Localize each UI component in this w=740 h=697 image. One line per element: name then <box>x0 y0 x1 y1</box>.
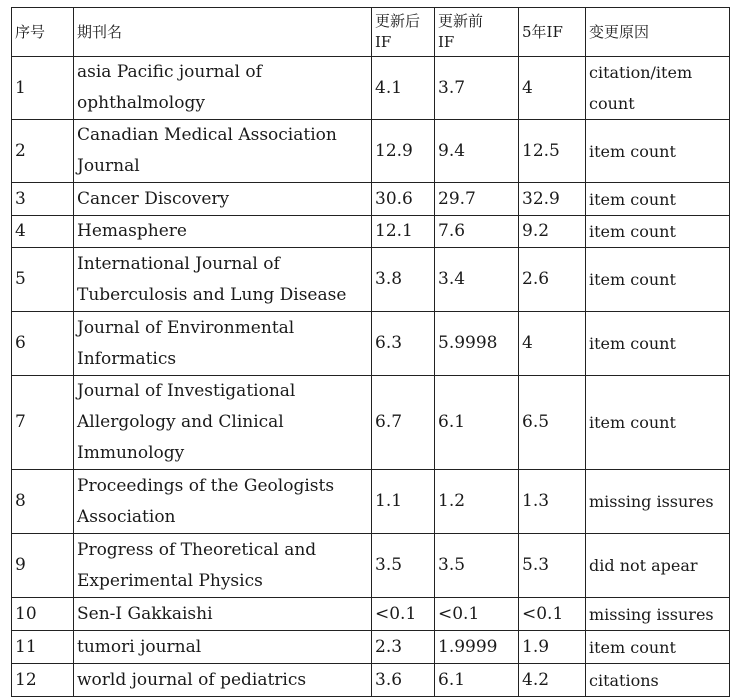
cell-five-year-if: 1.3 <box>519 470 586 534</box>
cell-journal: Journal of Investigational Allergology and Clinical Immunology <box>74 376 372 470</box>
header-if-after <box>372 8 435 57</box>
cell-no: 8 <box>12 470 74 534</box>
cell-journal: Progress of Theoretical and Experimental Physics <box>74 534 372 598</box>
cell-journal: Proceedings of the Geologists Association <box>74 470 372 534</box>
cell-reason: missing issures <box>586 470 730 534</box>
cell-if-before: <0.1 <box>435 598 519 631</box>
table-row <box>12 248 730 312</box>
cell-five-year-if: <0.1 <box>519 598 586 631</box>
cell-reason: missing issures <box>586 598 730 631</box>
cell-journal: asia Pacific journal of ophthalmology <box>74 57 372 120</box>
header-no: 序号 <box>12 8 74 57</box>
cell-no: 2 <box>12 120 74 183</box>
cell-if-after: 3.5 <box>372 534 435 598</box>
cell-five-year-if: 2.6 <box>519 248 586 312</box>
cell-if-before: 3.4 <box>435 248 519 312</box>
cell-no: 7 <box>12 376 74 470</box>
cell-five-year-if: 4.2 <box>519 664 586 697</box>
cell-if-after: 6.7 <box>372 376 435 470</box>
header-journal: 期刊名 <box>74 8 372 57</box>
cell-journal: International Journal of Tuberculosis and Lung Disease <box>74 248 372 312</box>
header-if-after-line2: IF <box>375 33 392 51</box>
table-row <box>12 57 730 120</box>
journal-if-table-container <box>11 7 730 697</box>
cell-journal: world journal of pediatrics <box>74 664 372 697</box>
cell-if-before: 7.6 <box>435 216 519 248</box>
header-if-after-line1: 更新后 <box>375 12 421 30</box>
table-row <box>12 120 730 183</box>
cell-if-after: 1.1 <box>372 470 435 534</box>
cell-journal: Canadian Medical Association Journal <box>74 120 372 183</box>
cell-five-year-if: 6.5 <box>519 376 586 470</box>
cell-if-after: 12.1 <box>372 216 435 248</box>
cell-five-year-if: 5.3 <box>519 534 586 598</box>
header-five-year-if: 5年IF <box>519 8 586 57</box>
table-row <box>12 470 730 534</box>
header-reason: 变更原因 <box>586 8 730 57</box>
cell-no: 10 <box>12 598 74 631</box>
cell-reason: item count <box>586 631 730 664</box>
table-row <box>12 312 730 376</box>
cell-journal: Cancer Discovery <box>74 183 372 216</box>
cell-if-before: 1.2 <box>435 470 519 534</box>
cell-if-after: 30.6 <box>372 183 435 216</box>
cell-reason: citations <box>586 664 730 697</box>
cell-five-year-if: 32.9 <box>519 183 586 216</box>
cell-reason: did not apear <box>586 534 730 598</box>
table-row <box>12 534 730 598</box>
cell-if-before: 3.7 <box>435 57 519 120</box>
header-if-before-line1: 更新前 <box>438 12 484 30</box>
header-row <box>12 8 730 57</box>
cell-reason: item count <box>586 376 730 470</box>
cell-no: 4 <box>12 216 74 248</box>
cell-if-after: 3.8 <box>372 248 435 312</box>
cell-journal: Hemasphere <box>74 216 372 248</box>
cell-if-after: <0.1 <box>372 598 435 631</box>
table-row <box>12 216 730 248</box>
cell-no: 3 <box>12 183 74 216</box>
header-if-before-line2: IF <box>438 33 455 51</box>
cell-no: 6 <box>12 312 74 376</box>
table-row <box>12 631 730 664</box>
cell-five-year-if: 4 <box>519 57 586 120</box>
cell-if-before: 6.1 <box>435 376 519 470</box>
cell-reason: item count <box>586 120 730 183</box>
cell-no: 1 <box>12 57 74 120</box>
cell-if-before: 6.1 <box>435 664 519 697</box>
cell-five-year-if: 12.5 <box>519 120 586 183</box>
cell-no: 12 <box>12 664 74 697</box>
cell-no: 5 <box>12 248 74 312</box>
header-if-before <box>435 8 519 57</box>
cell-five-year-if: 4 <box>519 312 586 376</box>
table-row <box>12 598 730 631</box>
cell-journal: Sen-I Gakkaishi <box>74 598 372 631</box>
cell-if-before: 5.9998 <box>435 312 519 376</box>
cell-if-after: 3.6 <box>372 664 435 697</box>
cell-five-year-if: 1.9 <box>519 631 586 664</box>
cell-no: 11 <box>12 631 74 664</box>
cell-if-before: 9.4 <box>435 120 519 183</box>
journal-if-table <box>11 7 730 697</box>
cell-if-after: 2.3 <box>372 631 435 664</box>
table-row <box>12 376 730 470</box>
cell-reason: item count <box>586 312 730 376</box>
cell-no: 9 <box>12 534 74 598</box>
table-row <box>12 183 730 216</box>
cell-five-year-if: 9.2 <box>519 216 586 248</box>
cell-journal: Journal of Environmental Informatics <box>74 312 372 376</box>
cell-reason: citation/item count <box>586 57 730 120</box>
cell-if-after: 6.3 <box>372 312 435 376</box>
cell-if-after: 4.1 <box>372 57 435 120</box>
cell-if-before: 1.9999 <box>435 631 519 664</box>
cell-reason: item count <box>586 183 730 216</box>
cell-if-after: 12.9 <box>372 120 435 183</box>
cell-reason: item count <box>586 248 730 312</box>
cell-if-before: 29.7 <box>435 183 519 216</box>
cell-reason: item count <box>586 216 730 248</box>
cell-journal: tumori journal <box>74 631 372 664</box>
cell-if-before: 3.5 <box>435 534 519 598</box>
